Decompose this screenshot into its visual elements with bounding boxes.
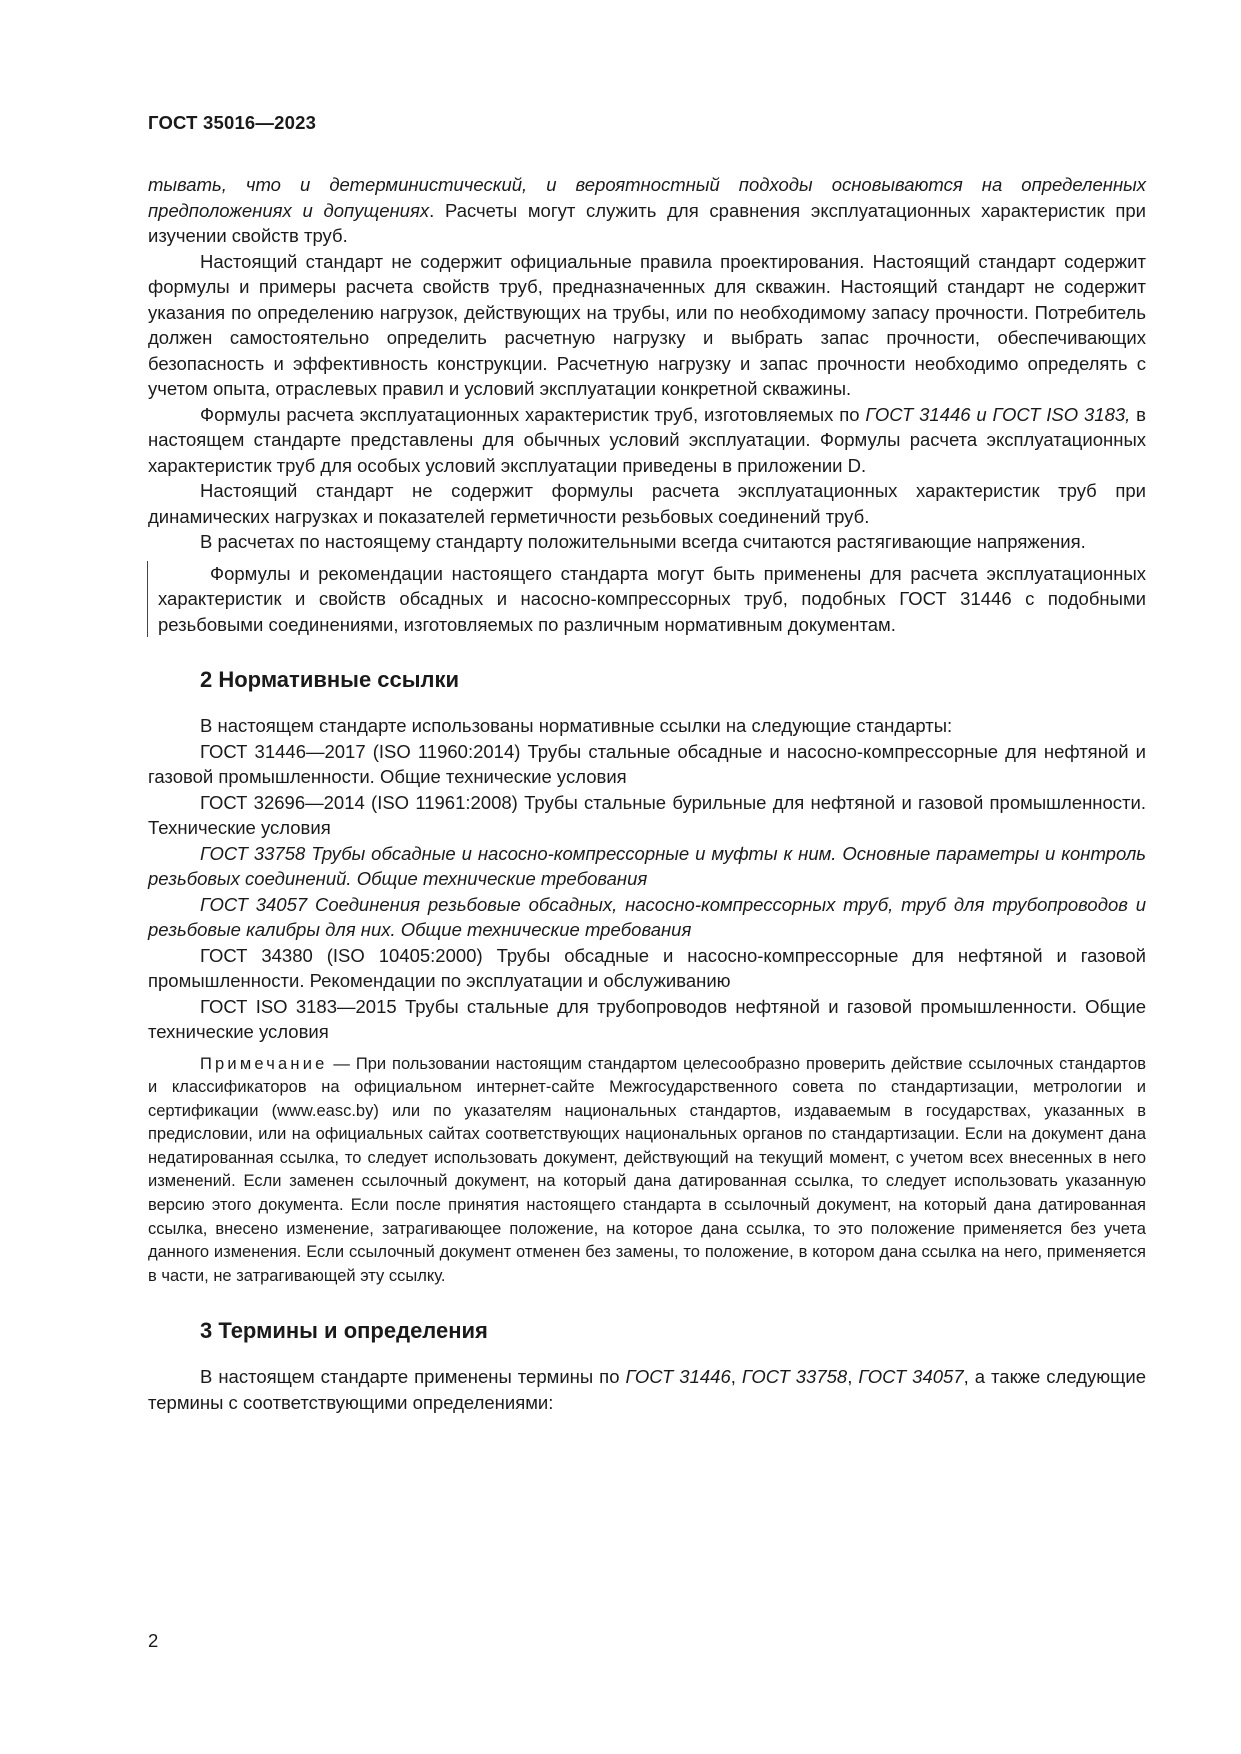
document-body [148,172,1146,1415]
intro-paragraph-3 [148,402,1146,479]
section-3-heading: 3 Термины и определения [200,1318,488,1344]
text-fragment: . Расчеты могут служить для сравнения эксплуатационных характеристик при изучении свойств труб. [148,199,1147,246]
italic-fragment: тывать, что и детерминистический, и вероятностный подходы основываются на определенных предположениях и допущениях [148,174,1146,221]
italic-fragment: ГОСТ 33758 [741,1366,848,1388]
page-number: 2 [148,1630,159,1651]
text-fragment: , [730,1366,742,1388]
reference-item: ГОСТ ISO 3183—2015 Трубы стальные для трубопроводов нефтяной и газовой промышленности. Общие технические условия [148,995,1146,1042]
change-marker-bar [147,561,1146,638]
note-label: Примечание [200,1054,328,1073]
section-2-heading: 2 Нормативные ссылки [200,667,460,692]
intro-paragraph-6: Формулы и рекомендации настоящего стандарта могут быть применены для расчета эксплуатационных характеристик и свойств обсадных и насосно-компрессорных труб, подобных ГОСТ 31446 с подобными резьбовыми соединениями, изготовляемых по различным нормативным документам. [158,562,1146,635]
intro-paragraph-5: В расчетах по настоящему стандарту положительными всегда считаются растягивающие напряжения. [200,531,1086,552]
text-fragment: В настоящем стандарте применены термины по [200,1366,626,1388]
text-fragment: Формулы расчета эксплуатационных характеристик труб, изготовляемых по [200,403,866,425]
text-fragment: , [847,1366,859,1388]
intro-paragraph-2: Настоящий стандарт не содержит официальные правила проектирования. Настоящий стандарт содержит формулы и примеры расчета свойств труб, предназначенных для скважин. Настоящий стандарт не содержит указания по определению нагрузок, действующих на трубы, или по необходимому запасу прочности. Потребитель должен самостоятельно определить расчетную нагрузку и выбрать запас прочности, обеспечивающих безопасность и эффективность конструкции. Расчетную нагрузку и запас прочности необходимо определять с учетом опыта, отраслевых правил и условий эксплуатации конкретной скважины. [148,250,1146,399]
text-fragment: , а также следующие термины с соответствующими определениями: [148,1366,1146,1413]
reference-item: ГОСТ 32696—2014 (ISO 11961:2008) Трубы стальные бурильные для нефтяной и газовой промышленности. Технические условия [148,791,1146,838]
intro-paragraph-1 [148,172,1146,249]
italic-fragment: ГОСТ 34057 [858,1366,964,1388]
note-text: — При пользовании настоящим стандартом целесообразно проверить действие ссылочных стандартов и классификаторов на официальном интернет-сайте Межгосударственного совета по стандартизации, метрологии и сертификации (www.easc.by) или по указателям национальных стандартов, издаваемым в государствах, указанных в предисловии, или на официальных сайтах соответствующих национальных органов по стандартизации. Если на документ дана недатированная ссылка, то следует использовать документ, действующий на текущий момент, с учетом всех внесенных в него изменений. Если заменен ссылочный документ, на который дана датированная ссылка, то следует использовать указанную версию этого документа. Если после принятия настоящего стандарта в ссылочный документ, на который дана датированная ссылка, внесено изменение, затрагивающее положение, на которое дана ссылка, то это положение применяется без учета данного изменения. Если ссылочный документ отменен без замены, то положение, в котором дана ссылка на него, применяется в части, не затрагивающей эту ссылку. [148,1054,1146,1285]
document-id-header: ГОСТ 35016—2023 [148,112,317,133]
italic-fragment: ГОСТ 31446 и ГОСТ ISO 3183, [865,403,1131,425]
reference-item: ГОСТ 31446—2017 (ISO 11960:2014) Трубы стальные обсадные и насосно-компрессорные для нефтяной и газовой промышленности. Общие технические условия [148,740,1146,787]
italic-fragment: ГОСТ 31446 [625,1366,731,1388]
reference-item: ГОСТ 33758 Трубы обсадные и насосно-компрессорные и муфты к ним. Основные параметры и контроль резьбовых соединений. Общие технические требования [148,842,1146,889]
section-2-lead: В настоящем стандарте использованы нормативные ссылки на следующие стандарты: [200,715,953,736]
references-note [148,1053,1146,1289]
section-3-paragraph [148,1364,1146,1415]
intro-paragraph-4: Настоящий стандарт не содержит формулы расчета эксплуатационных характеристик труб при динамических нагрузках и показателей герметичности резьбовых соединений труб. [148,480,1146,527]
text-fragment: в настоящем стандарте представлены для обычных условий эксплуатации. Формулы расчета эксплуатационных характеристик труб для особых условий эксплуатации приведены в приложении D. [148,403,1146,476]
reference-item: ГОСТ 34057 Соединения резьбовые обсадных, насосно-компрессорных труб, труб для трубопроводов и резьбовые калибры для них. Общие технические требования [148,893,1146,940]
reference-item: ГОСТ 34380 (ISO 10405:2000) Трубы обсадные и насосно-компрессорные для нефтяной и газовой промышленности. Рекомендации по эксплуатации и обслуживанию [148,944,1146,991]
